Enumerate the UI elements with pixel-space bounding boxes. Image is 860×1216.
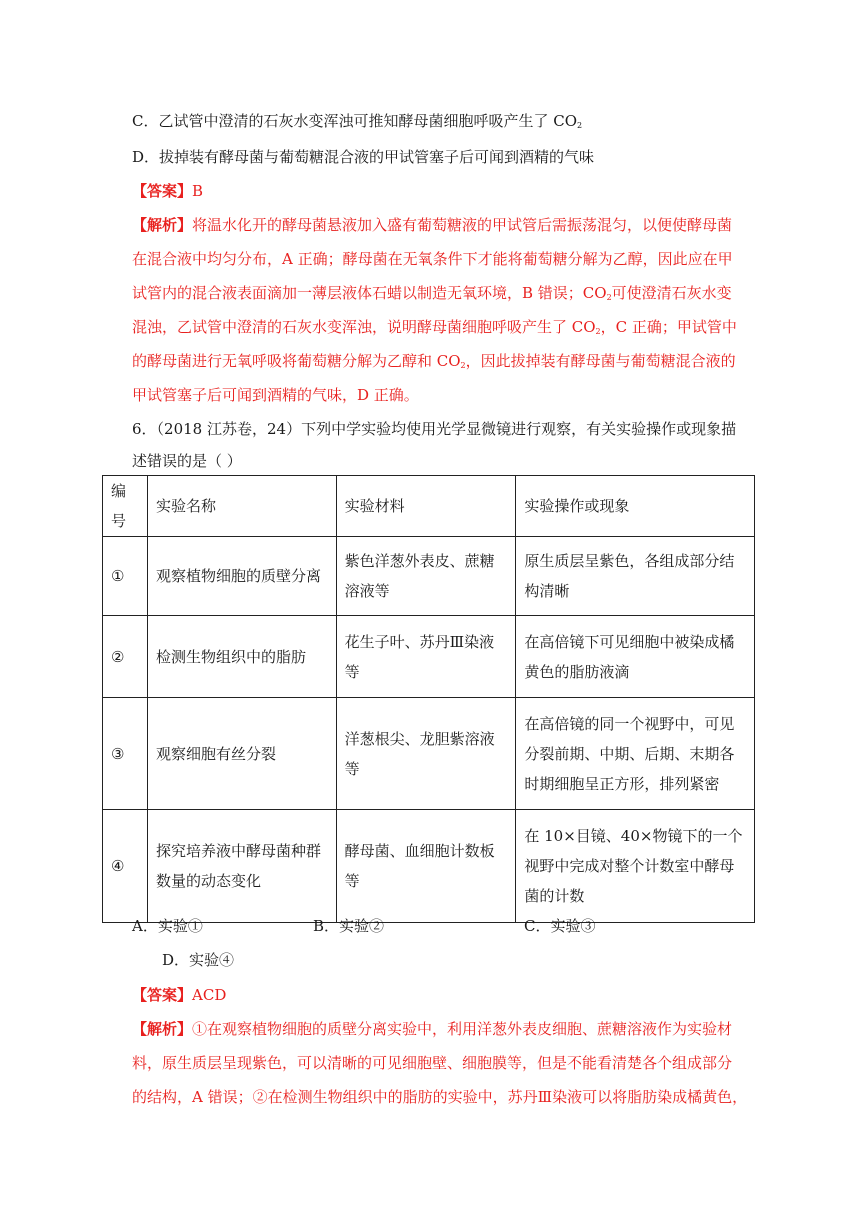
choice-a: A．实验① (132, 917, 203, 935)
header-number: 编号 (103, 476, 148, 537)
row-name: 观察植物细胞的质壁分离 (147, 537, 336, 616)
analysis-1-line-4: 混浊，乙试管中澄清的石灰水变浑浊，说明酵母菌细胞呼吸产生了 $CO_2$，C 正确；甲试管中 (132, 318, 737, 336)
table-row (103, 698, 755, 810)
row-name: 检测生物组织中的脂肪 (147, 616, 336, 698)
header-material: 实验材料 (336, 476, 516, 537)
question-6-line-1: 6．（2018 江苏卷，24）下列中学实验均使用光学显微镜进行观察，有关实验操作或现象描 (132, 420, 737, 438)
table-row (103, 616, 755, 698)
row-phenomenon: 在高倍镜下可见细胞中被染成橘黄色的脂肪液滴 (516, 616, 755, 698)
table-row (103, 810, 755, 923)
row-material: 花生子叶、苏丹Ⅲ染液等 (336, 616, 516, 698)
row-phenomenon: 在 10×目镜、40×物镜下的一个视野中完成对整个计数室中酵母菌的计数 (516, 810, 755, 923)
row-phenomenon: 原生质层呈紫色，各组成部分结构清晰 (516, 537, 755, 616)
header-name: 实验名称 (147, 476, 336, 537)
table-header-row (103, 476, 755, 537)
row-name: 探究培养液中酵母菌种群数量的动态变化 (147, 810, 336, 923)
analysis-1-line-5: 的酵母菌进行无氧呼吸将葡萄糖分解为乙醇和 $CO_2$，因此拔掉装有酵母菌与葡萄糖混合液的 (132, 352, 736, 370)
row-number: ③ (103, 698, 148, 810)
analysis-1-line-1: 【解析】将温水化开的酵母菌悬液加入盛有葡萄糖液的甲试管后需振荡混匀，以便使酵母菌 (132, 216, 733, 234)
subscript: 2 (577, 121, 583, 130)
analysis-1-line-2: 在混合液中均匀分布，A 正确；酵母菌在无氧条件下才能将葡萄糖分解为乙醇，因此应在甲 (132, 250, 733, 268)
row-material: 紫色洋葱外表皮、蔗糖溶液等 (336, 537, 516, 616)
row-name: 观察细胞有丝分裂 (147, 698, 336, 810)
analysis-1-line-6: 甲试管塞子后可闻到酒精的气味，D 正确。 (132, 386, 419, 404)
choice-c: C．实验③ (524, 917, 596, 935)
choice-b: B．实验② (313, 917, 385, 935)
question-6-line-2: 述错误的是（ ） (132, 452, 242, 470)
row-number: ② (103, 616, 148, 698)
analysis-2-line-3: 的结构，A 错误；②在检测生物组织中的脂肪的实验中，苏丹Ⅲ染液可以将脂肪染成橘黄色， (132, 1088, 748, 1106)
answer-1: 【答案】B (132, 182, 204, 200)
row-material: 洋葱根尖、龙胆紫溶液等 (336, 698, 516, 810)
choice-d: D．实验④ (162, 951, 235, 969)
option-d: D．拔掉装有酵母菌与葡萄糖混合液的甲试管塞子后可闻到酒精的气味 (132, 148, 595, 166)
analysis-1-line-3: 试管内的混合液表面滴加一薄层液体石蜡以制造无氧环境，B 错误；$CO_2$可使澄清石灰水变 (132, 284, 732, 302)
option-c: C．乙试管中澄清的石灰水变浑浊可推知酵母菌细胞呼吸产生了 $CO_2$ (132, 112, 583, 130)
experiment-table (102, 475, 755, 923)
analysis-2-line-1: 【解析】①在观察植物细胞的质壁分离实验中，利用洋葱外表皮细胞、蔗糖溶液作为实验材 (132, 1020, 733, 1038)
answer-2: 【答案】ACD (132, 986, 227, 1004)
header-phenomenon: 实验操作或现象 (516, 476, 755, 537)
row-number: ④ (103, 810, 148, 923)
row-number: ① (103, 537, 148, 616)
table-row (103, 537, 755, 616)
row-phenomenon: 在高倍镜的同一个视野中，可见分裂前期、中期、后期、末期各时期细胞呈正方形，排列紧密 (516, 698, 755, 810)
analysis-2-line-2: 料，原生质层呈现紫色，可以清晰的可见细胞壁、细胞膜等，但是不能看清楚各个组成部分 (132, 1054, 733, 1072)
row-material: 酵母菌、血细胞计数板等 (336, 810, 516, 923)
